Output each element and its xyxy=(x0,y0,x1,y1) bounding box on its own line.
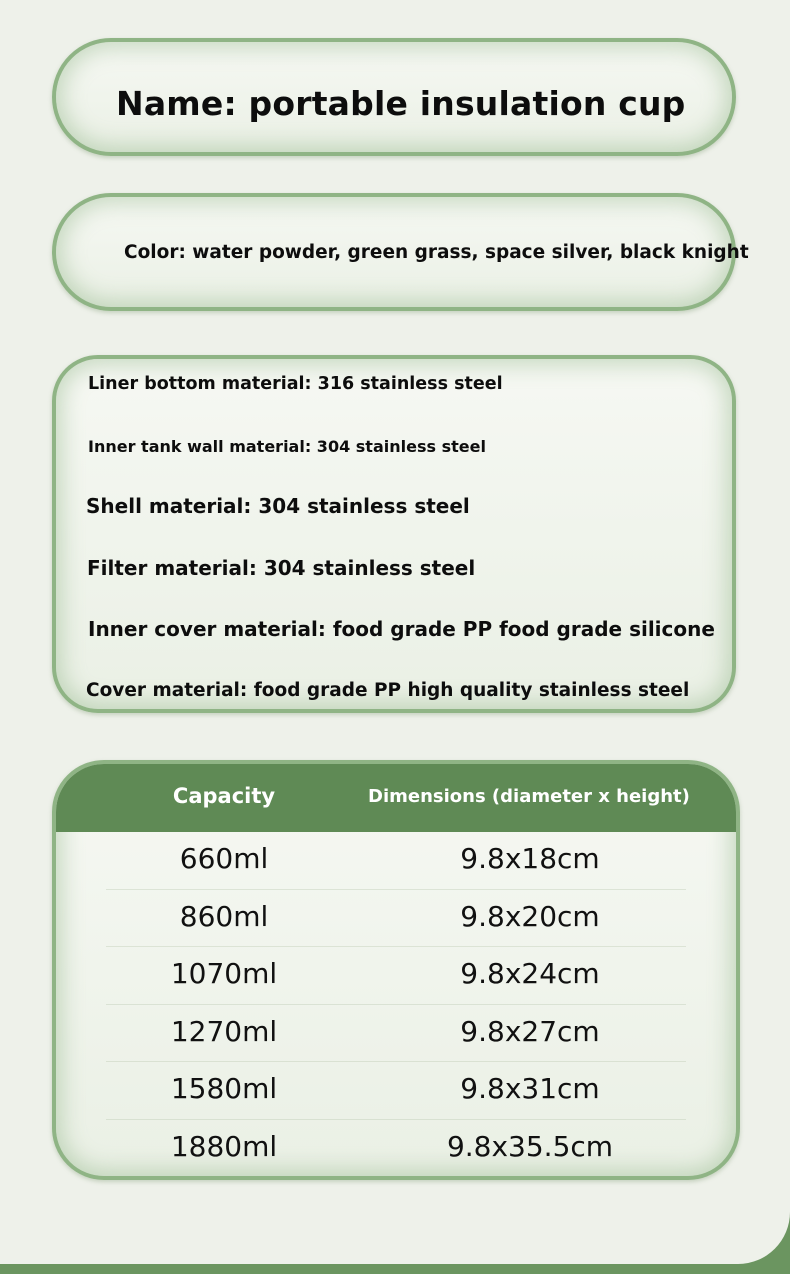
size-table xyxy=(52,760,740,1180)
material-inner-tank-wall: Inner tank wall material: 304 stainless steel xyxy=(88,437,486,456)
table-row xyxy=(56,1120,736,1178)
name-card xyxy=(52,38,736,156)
table-header xyxy=(56,764,736,832)
color-options: Color: water powder, green grass, space silver, black knight xyxy=(124,242,749,263)
capacity-cell: 860ml xyxy=(179,899,269,933)
table-row xyxy=(56,947,736,1005)
materials-card xyxy=(52,355,736,713)
capacity-cell: 1880ml xyxy=(170,1129,278,1163)
material-inner-cover: Inner cover material: food grade PP food grade silicone xyxy=(88,617,715,641)
material-filter: Filter material: 304 stainless steel xyxy=(87,556,476,580)
material-cover: Cover material: food grade PP high quality stainless steel xyxy=(86,680,690,701)
capacity-cell: 660ml xyxy=(179,842,269,875)
table-row xyxy=(56,832,736,890)
dimensions-cell: 9.8x20cm xyxy=(460,899,600,933)
material-liner-bottom: Liner bottom material: 316 stainless steel xyxy=(88,374,503,394)
table-row xyxy=(56,1005,736,1063)
capacity-cell: 1580ml xyxy=(170,1072,278,1105)
capacity-cell: 1070ml xyxy=(170,957,278,990)
dimensions-cell: 9.8x24cm xyxy=(460,957,600,990)
material-shell: Shell material: 304 stainless steel xyxy=(86,494,470,518)
table-row xyxy=(56,1062,736,1120)
table-row xyxy=(56,890,736,948)
dimensions-cell: 9.8x35.5cm xyxy=(446,1129,614,1163)
header-capacity: Capacity xyxy=(172,784,276,808)
color-card xyxy=(52,193,749,311)
dimensions-cell: 9.8x27cm xyxy=(460,1014,600,1048)
table-body xyxy=(56,832,736,1177)
header-dimensions: Dimensions (diameter x height) xyxy=(368,786,690,807)
product-name: Name: portable insulation cup xyxy=(116,84,686,123)
dimensions-cell: 9.8x31cm xyxy=(460,1072,600,1105)
dimensions-cell: 9.8x18cm xyxy=(460,842,600,875)
capacity-cell: 1270ml xyxy=(170,1014,278,1048)
